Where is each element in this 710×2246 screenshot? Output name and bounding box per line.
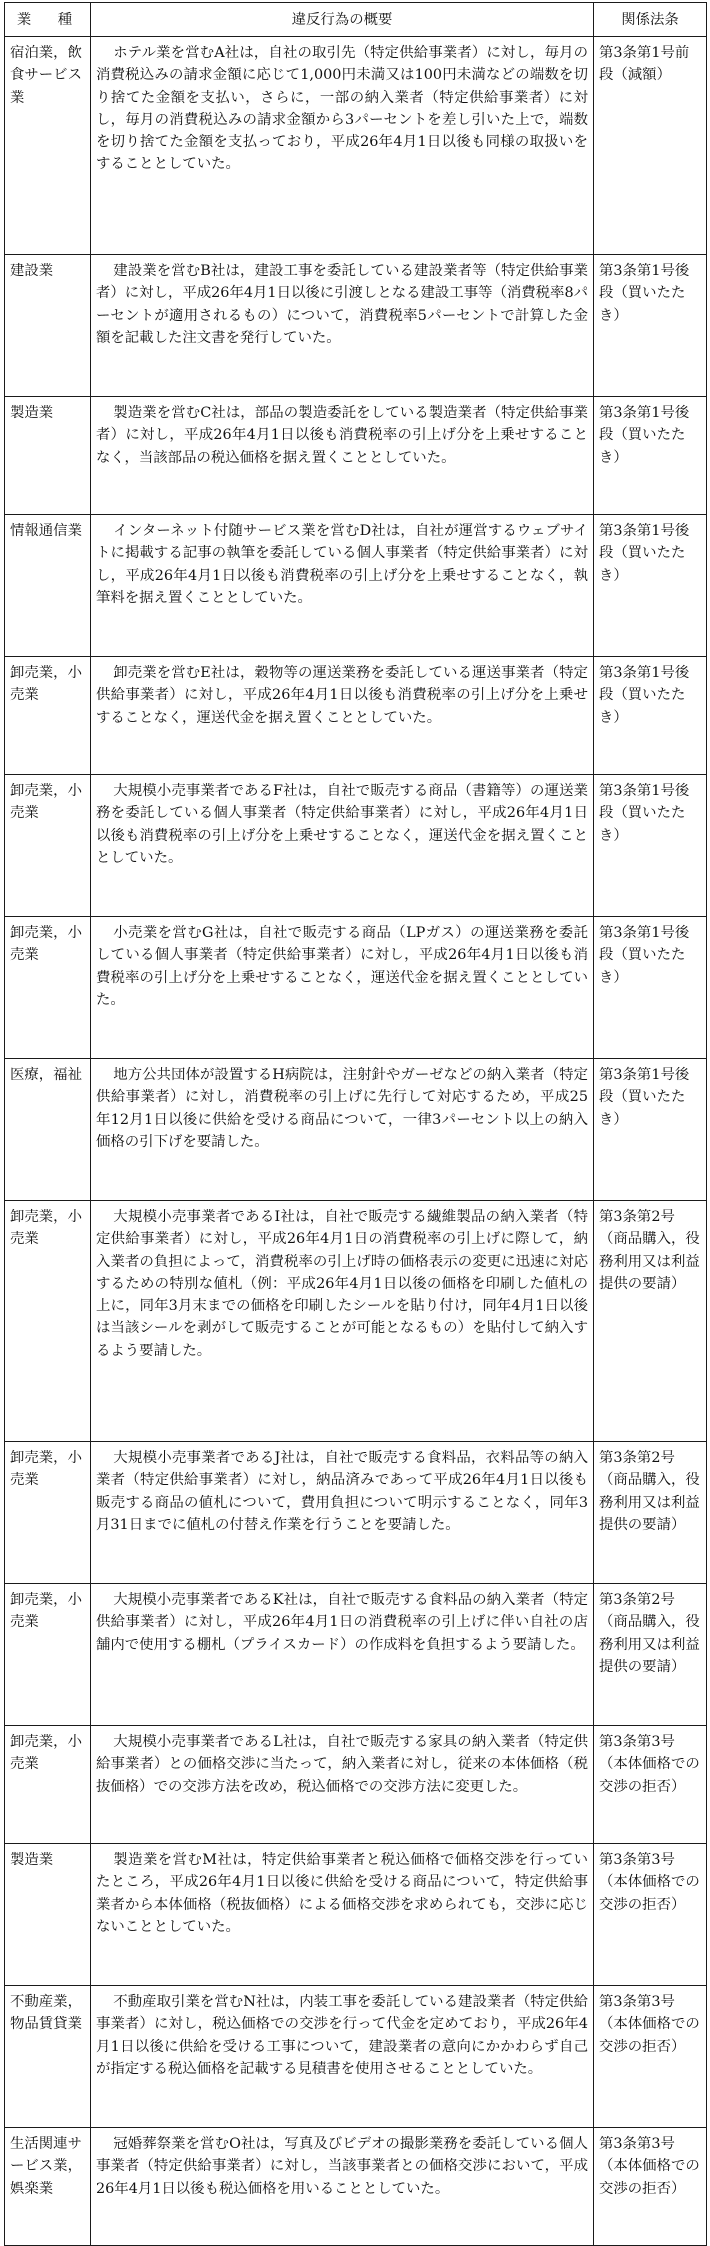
table-row [5,1986,707,2128]
description-cell [91,515,594,657]
industry-cell: 卸売業，小売業 [5,657,91,775]
header-industry: 業 種 [5,3,91,37]
law-cell: 第3条第3号（本体価格での交渉の拒否） [594,1844,707,1986]
table-row [5,657,707,775]
table-row [5,1844,707,1986]
description-cell [91,1201,594,1442]
law-cell: 第3条第2号（商品購入，役務利用又は利益提供の要請） [594,1442,707,1584]
description-text: 冠婚葬祭業を営むO社は，写真及びビデオの撮影業務を委託している個人事業者（特定供給事業者）に対し，当該事業者との価格交渉において，平成26年4月1日以後も税込価格を用いることとしていた。 [96,2136,588,2197]
description-cell [91,397,594,515]
description-text: 建設業を営むB社は，建設工事を委託している建設業者等（特定供給事業者）に対し，平成26年4月1日以後に引渡しとなる建設工事等（消費税率8パーセントが適用されるもの）について，消費税率5パーセントで計算した金額を記載した注文書を発行していた。 [96,263,588,346]
description-text: 製造業を営むM社は，特定供給事業者と税込価格で価格交渉を行っていたところ，平成26年4月1日以後に供給を受ける商品について，特定供給事業者から本体価格（税抜価格）による価格交渉を求められても，交渉に応じないこととしていた。 [96,1852,588,1935]
header-law: 関係法条 [594,3,707,37]
table-row [5,1726,707,1844]
industry-cell: 生活関連サービス業，娯楽業 [5,2128,91,2246]
description-cell [91,1059,594,1201]
description-text: 不動産取引業を営むN社は，内装工事を委託している建設業者（特定供給事業者）に対し，税込価格での交渉を行って代金を定めており，平成26年4月1日以後に供給を受ける工事について，建設業者の意向にかかわらず自己が指定する税込価格を記載する見積書を使用させることとしていた。 [96,1994,588,2077]
industry-cell: 卸売業，小売業 [5,1726,91,1844]
description-text: ホテル業を営むA社は，自社の取引先（特定供給事業者）に対し，毎月の消費税込みの請求金額に応じて1,000円未満又は100円未満などの端数を切り捨てた金額を支払い，さらに，一部の納入業者（特定供給事業者）に対し，毎月の消費税込みの請求金額から3パーセントを差し引いた上で，端数を切り捨てた金額を支払っており，平成26年4月1日以後も同様の取扱いをすることとしていた。 [96,45,588,173]
description-cell [91,1844,594,1986]
industry-cell: 情報通信業 [5,515,91,657]
industry-cell: 宿泊業，飲食サービス業 [5,37,91,255]
industry-cell: 卸売業，小売業 [5,1584,91,1726]
law-cell: 第3条第1号後段（買いたたき） [594,917,707,1059]
law-cell: 第3条第3号（本体価格での交渉の拒否） [594,2128,707,2246]
industry-cell: 建設業 [5,255,91,397]
table-row [5,1201,707,1442]
description-text: 大規模小売事業者であるJ社は，自社で販売する食料品，衣料品等の納入業者（特定供給事業者）に対し，納品済みであって平成26年4月1日以後も販売する商品の値札について，費用負担について明示することなく，同年3月31日までに値札の付替え作業を行うことを要請した。 [96,1450,588,1533]
description-text: 卸売業を営むE社は，穀物等の運送業務を委託している運送事業者（特定供給事業者）に対し，平成26年4月1日以後も消費税率の引上げ分を上乗せすることなく，運送代金を据え置くこととしていた。 [96,665,588,726]
description-cell [91,1442,594,1584]
industry-cell: 卸売業，小売業 [5,1442,91,1584]
law-cell: 第3条第1号前段（減額） [594,37,707,255]
industry-cell: 不動産業，物品賃貸業 [5,1986,91,2128]
header-description: 違反行為の概要 [91,3,594,37]
description-text: 大規模小売事業者であるL社は，自社で販売する家具の納入業者（特定供給事業者）との価格交渉に当たって，納入業者に対し，従来の本体価格（税抜価格）での交渉方法を改め，税込価格での交渉方法に変更した。 [96,1734,588,1795]
description-cell [91,255,594,397]
law-cell: 第3条第1号後段（買いたたき） [594,397,707,515]
description-cell [91,37,594,255]
industry-cell: 製造業 [5,397,91,515]
violations-table [4,2,707,2246]
description-text: 地方公共団体が設置するH病院は，注射針やガーゼなどの納入業者（特定供給事業者）に対し，消費税率の引上げに先行して対応するため，平成25年12月1日以後に供給を受ける商品について，一律3パーセント以上の納入価格の引下げを要請した。 [96,1067,588,1150]
law-cell: 第3条第1号後段（買いたたき） [594,255,707,397]
table-header-row [5,3,707,37]
industry-cell: 卸売業，小売業 [5,917,91,1059]
law-cell: 第3条第1号後段（買いたたき） [594,515,707,657]
description-text: 大規模小売事業者であるK社は，自社で販売する食料品の納入業者（特定供給事業者）に対し，平成26年4月1日の消費税率の引上げに伴い自社の店舗内で使用する棚札（プライスカード）の作成料を負担するよう要請した。 [96,1592,588,1653]
table-row [5,1584,707,1726]
description-text: インターネット付随サービス業を営むD社は，自社が運営するウェブサイトに掲載する記事の執筆を委託している個人事業者（特定供給事業者）に対し，平成26年4月1日以後も消費税率の引上げ分を上乗せすることなく，執筆料を据え置くこととしていた。 [96,523,588,606]
law-cell: 第3条第3号（本体価格での交渉の拒否） [594,1986,707,2128]
industry-cell: 卸売業，小売業 [5,1201,91,1442]
description-text: 小売業を営むG社は，自社で販売する商品（LPガス）の運送業務を委託している個人事業者（特定供給事業者）に対し，平成26年4月1日以後も消費税率の引上げ分を上乗せすることなく，運送代金を据え置くこととしていた。 [96,925,588,1008]
law-cell: 第3条第1号後段（買いたたき） [594,775,707,917]
table-row [5,37,707,255]
law-cell: 第3条第1号後段（買いたたき） [594,657,707,775]
description-cell [91,917,594,1059]
industry-cell: 製造業 [5,1844,91,1986]
description-cell [91,1584,594,1726]
description-text: 大規模小売事業者であるF社は，自社で販売する商品（書籍等）の運送業務を委託している個人事業者（特定供給事業者）に対し，平成26年4月1日以後も消費税率の引上げ分を上乗せすることなく，運送代金を据え置くこととしていた。 [96,783,588,866]
law-cell: 第3条第3号（本体価格での交渉の拒否） [594,1726,707,1844]
table-row [5,1442,707,1584]
law-cell: 第3条第2号（商品購入，役務利用又は利益提供の要請） [594,1584,707,1726]
table-row [5,917,707,1059]
description-cell [91,1986,594,2128]
industry-cell: 医療，福祉 [5,1059,91,1201]
description-text: 大規模小売事業者であるI社は，自社で販売する繊維製品の納入業者（特定供給事業者）に対し，平成26年4月1日の消費税率の引上げに際して，納入業者の負担によって，消費税率の引上げ時の価格表示の変更に迅速に対応するための特別な値札（例：平成26年4月1日以後の価格を印刷した値札の上に，同年3月末までの価格を印刷したシールを貼り付け，同年4月1日以後は当該シールを剥がして販売することが可能となるもの）を貼付して納入するよう要請した。 [96,1209,588,1359]
description-cell [91,657,594,775]
law-cell: 第3条第2号（商品購入，役務利用又は利益提供の要請） [594,1201,707,1442]
table-row [5,515,707,657]
table-row [5,397,707,515]
description-text: 製造業を営むC社は，部品の製造委託をしている製造業者（特定供給事業者）に対し，平成26年4月1日以後も消費税率の引上げ分を上乗せすることなく，当該部品の税込価格を据え置くこととしていた。 [96,405,588,466]
table-row [5,1059,707,1201]
description-cell [91,1726,594,1844]
table-row [5,775,707,917]
industry-cell: 卸売業，小売業 [5,775,91,917]
table-row [5,255,707,397]
description-cell [91,775,594,917]
law-cell: 第3条第1号後段（買いたたき） [594,1059,707,1201]
violations-table-body [5,3,707,2246]
